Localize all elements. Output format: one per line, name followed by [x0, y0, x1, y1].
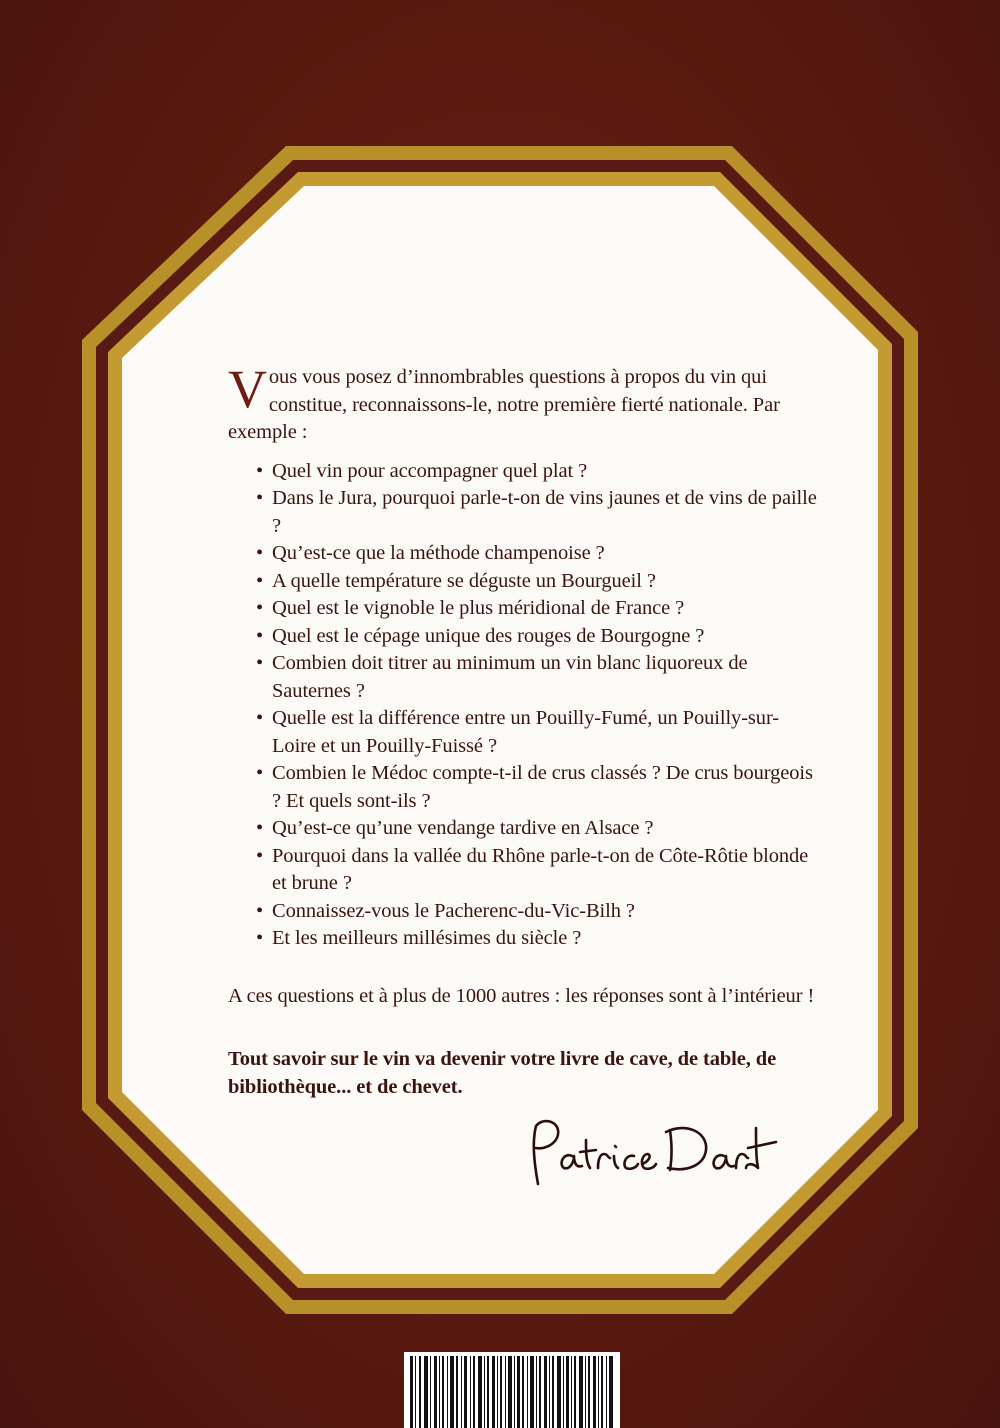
question-text: Et les meilleurs millésimes du siècle ?	[272, 927, 582, 949]
question-text: Combien doit titrer au minimum un vin blanc liquoreux de Sauternes ?	[272, 652, 748, 702]
list-item	[256, 568, 818, 596]
list-item	[256, 650, 818, 705]
bullet-icon: •	[256, 762, 264, 784]
list-item	[256, 540, 818, 568]
list-item	[256, 705, 818, 760]
list-item	[256, 760, 818, 815]
text-block	[228, 359, 818, 1101]
question-text: Quelle est la différence entre un Pouilly-Fumé, un Pouilly-sur-Loire et un Pouilly-Fuissé ?	[272, 707, 780, 757]
list-item	[256, 623, 818, 651]
intro-paragraph	[228, 359, 818, 447]
list-item	[256, 815, 818, 843]
bullet-icon: •	[256, 707, 264, 729]
bullet-icon: •	[256, 652, 264, 674]
list-item	[256, 595, 818, 623]
answer-paragraph: A ces questions et à plus de 1000 autres : les réponses sont à l’intérieur !	[228, 984, 815, 1007]
bullet-icon: •	[256, 844, 264, 867]
bullet-icon: •	[256, 459, 264, 482]
questions-list	[228, 458, 818, 953]
question-text: Pourquoi dans la vallée du Rhône parle-t-on de Côte-Rôtie blonde et brune ?	[272, 844, 809, 894]
list-item	[256, 925, 818, 953]
list-item	[256, 458, 818, 486]
question-text: Quel vin pour accompagner quel plat ?	[272, 459, 588, 482]
question-text: Connaissez-vous le Pacherenc-du-Vic-Bilh ?	[272, 899, 635, 922]
question-text: Dans le Jura, pourquoi parle-t-on de vins jaunes et de vins de paille ?	[272, 487, 817, 537]
bullet-icon: •	[256, 597, 264, 619]
question-text: Qu’est-ce qu’une vendange tardive en Alsace ?	[272, 817, 654, 839]
list-item	[256, 485, 818, 540]
question-text: Combien le Médoc compte-t-il de crus classés ? De crus bourgeois ? Et quels sont-ils ?	[272, 762, 813, 812]
question-text: Quel est le cépage unique des rouges de Bourgogne ?	[272, 624, 705, 647]
bullet-icon: •	[256, 487, 264, 509]
bullet-icon: •	[256, 542, 264, 564]
bullet-icon: •	[256, 817, 264, 839]
question-text: A quelle température se déguste un Bourgueil ?	[272, 569, 656, 592]
list-item	[256, 898, 818, 926]
bullet-icon: •	[256, 569, 264, 592]
question-text: Quel est le vignoble le plus méridional de France ?	[272, 597, 685, 619]
list-item	[256, 843, 818, 898]
bullet-icon: •	[256, 899, 264, 922]
barcode	[404, 1352, 620, 1428]
intro-text: ous vous posez d’innombrables questions à propos du vin qui constitue, reconnaissons-le, notre première fierté nationale. Par exemple :	[228, 366, 780, 443]
dropcap: V	[228, 359, 267, 419]
closing-paragraph: Tout savoir sur le vin va devenir votre livre de cave, de table, de bibliothèque... et de chevet.	[228, 1048, 777, 1098]
bullet-icon: •	[256, 624, 264, 647]
barcode-icon	[404, 1352, 620, 1428]
question-text: Qu’est-ce que la méthode champenoise ?	[272, 542, 605, 564]
signature-icon	[520, 1112, 780, 1192]
bullet-icon: •	[256, 927, 264, 949]
